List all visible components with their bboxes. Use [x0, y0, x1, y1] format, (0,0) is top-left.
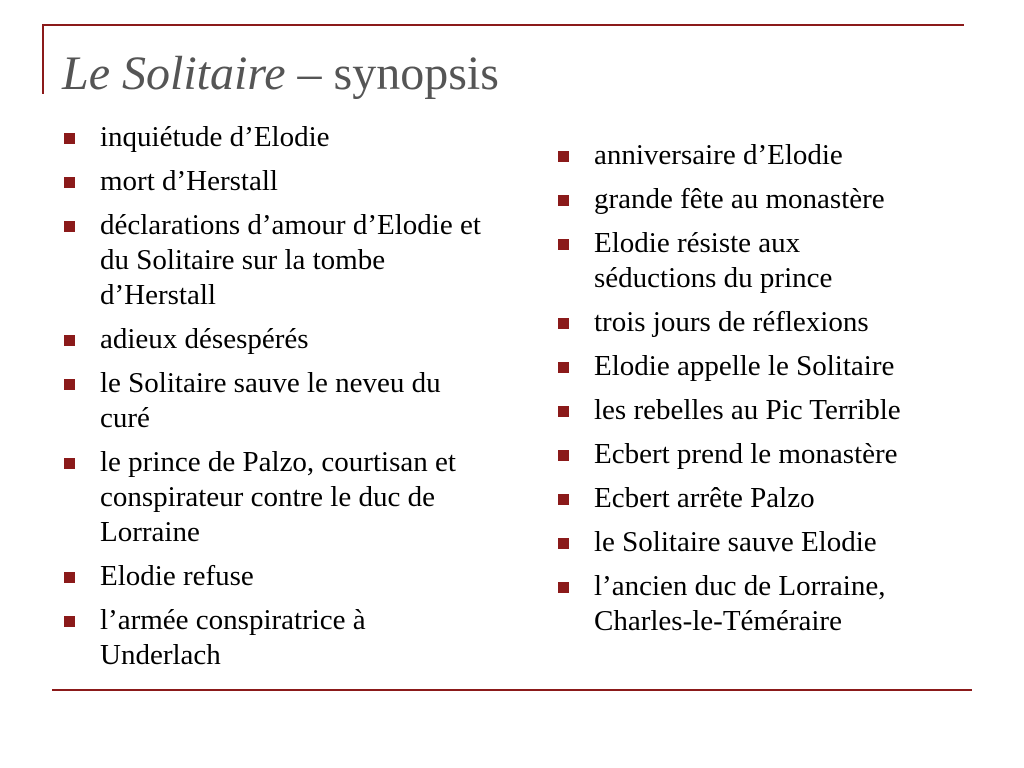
slide-title	[62, 44, 499, 104]
right-bullet-list	[556, 138, 996, 648]
list-item-text: mort d’Herstall	[100, 165, 278, 197]
list-item	[62, 120, 522, 155]
square-bullet-icon	[558, 318, 569, 329]
square-bullet-icon	[558, 582, 569, 593]
title-italic-part: Le Solitaire	[62, 47, 286, 100]
list-item	[556, 138, 996, 173]
square-bullet-icon	[558, 239, 569, 250]
square-bullet-icon	[64, 379, 75, 390]
list-item-text: l’armée conspiratrice à Underlach	[100, 604, 366, 671]
list-item-text: trois jours de réflexions	[594, 306, 869, 338]
list-item	[556, 525, 996, 560]
list-item	[556, 305, 996, 340]
list-item	[62, 445, 520, 550]
list-item	[62, 603, 440, 673]
list-item-text: le prince de Palzo, courtisan et conspirateur contre le duc de Lorraine	[100, 446, 456, 548]
square-bullet-icon	[64, 335, 75, 346]
square-bullet-icon	[64, 133, 75, 144]
list-item-text: Ecbert prend le monastère	[594, 438, 898, 470]
list-item	[556, 569, 974, 639]
list-item-text: déclarations d’amour d’Elodie et du Solitaire sur la tombe d’Herstall	[100, 209, 481, 311]
square-bullet-icon	[64, 616, 75, 627]
list-item-text: inquiétude d’Elodie	[100, 121, 330, 153]
left-bullet-list	[62, 120, 522, 682]
square-bullet-icon	[558, 362, 569, 373]
list-item-text: le Solitaire sauve Elodie	[594, 526, 877, 558]
list-item-text: Elodie refuse	[100, 560, 254, 592]
list-item-text: Elodie appelle le Solitaire	[594, 350, 895, 382]
list-item	[556, 437, 996, 472]
list-item-text: anniversaire d’Elodie	[594, 139, 843, 171]
square-bullet-icon	[64, 458, 75, 469]
square-bullet-icon	[64, 572, 75, 583]
list-item	[556, 226, 914, 296]
list-item	[556, 182, 996, 217]
list-item	[62, 559, 522, 594]
title-rest-part: – synopsis	[285, 47, 499, 100]
top-divider	[42, 24, 964, 26]
list-item	[556, 481, 996, 516]
list-item-text: Elodie résiste aux séductions du prince	[594, 227, 833, 294]
list-item	[62, 208, 500, 313]
list-item	[556, 349, 996, 384]
list-item-text: les rebelles au Pic Terrible	[594, 394, 901, 426]
square-bullet-icon	[64, 221, 75, 232]
bottom-divider	[52, 689, 972, 691]
square-bullet-icon	[558, 450, 569, 461]
list-item-text: le Solitaire sauve le neveu du curé	[100, 367, 441, 434]
list-item-text: grande fête au monastère	[594, 183, 885, 215]
list-item-text: Ecbert arrête Palzo	[594, 482, 815, 514]
square-bullet-icon	[558, 195, 569, 206]
list-item-text: l’ancien duc de Lorraine, Charles-le-Téméraire	[594, 570, 886, 637]
square-bullet-icon	[64, 177, 75, 188]
list-item	[62, 164, 522, 199]
title-accent-bar	[42, 24, 44, 94]
square-bullet-icon	[558, 151, 569, 162]
list-item	[556, 393, 996, 428]
square-bullet-icon	[558, 538, 569, 549]
square-bullet-icon	[558, 406, 569, 417]
list-item	[62, 322, 522, 357]
list-item	[62, 366, 480, 436]
square-bullet-icon	[558, 494, 569, 505]
list-item-text: adieux désespérés	[100, 323, 309, 355]
